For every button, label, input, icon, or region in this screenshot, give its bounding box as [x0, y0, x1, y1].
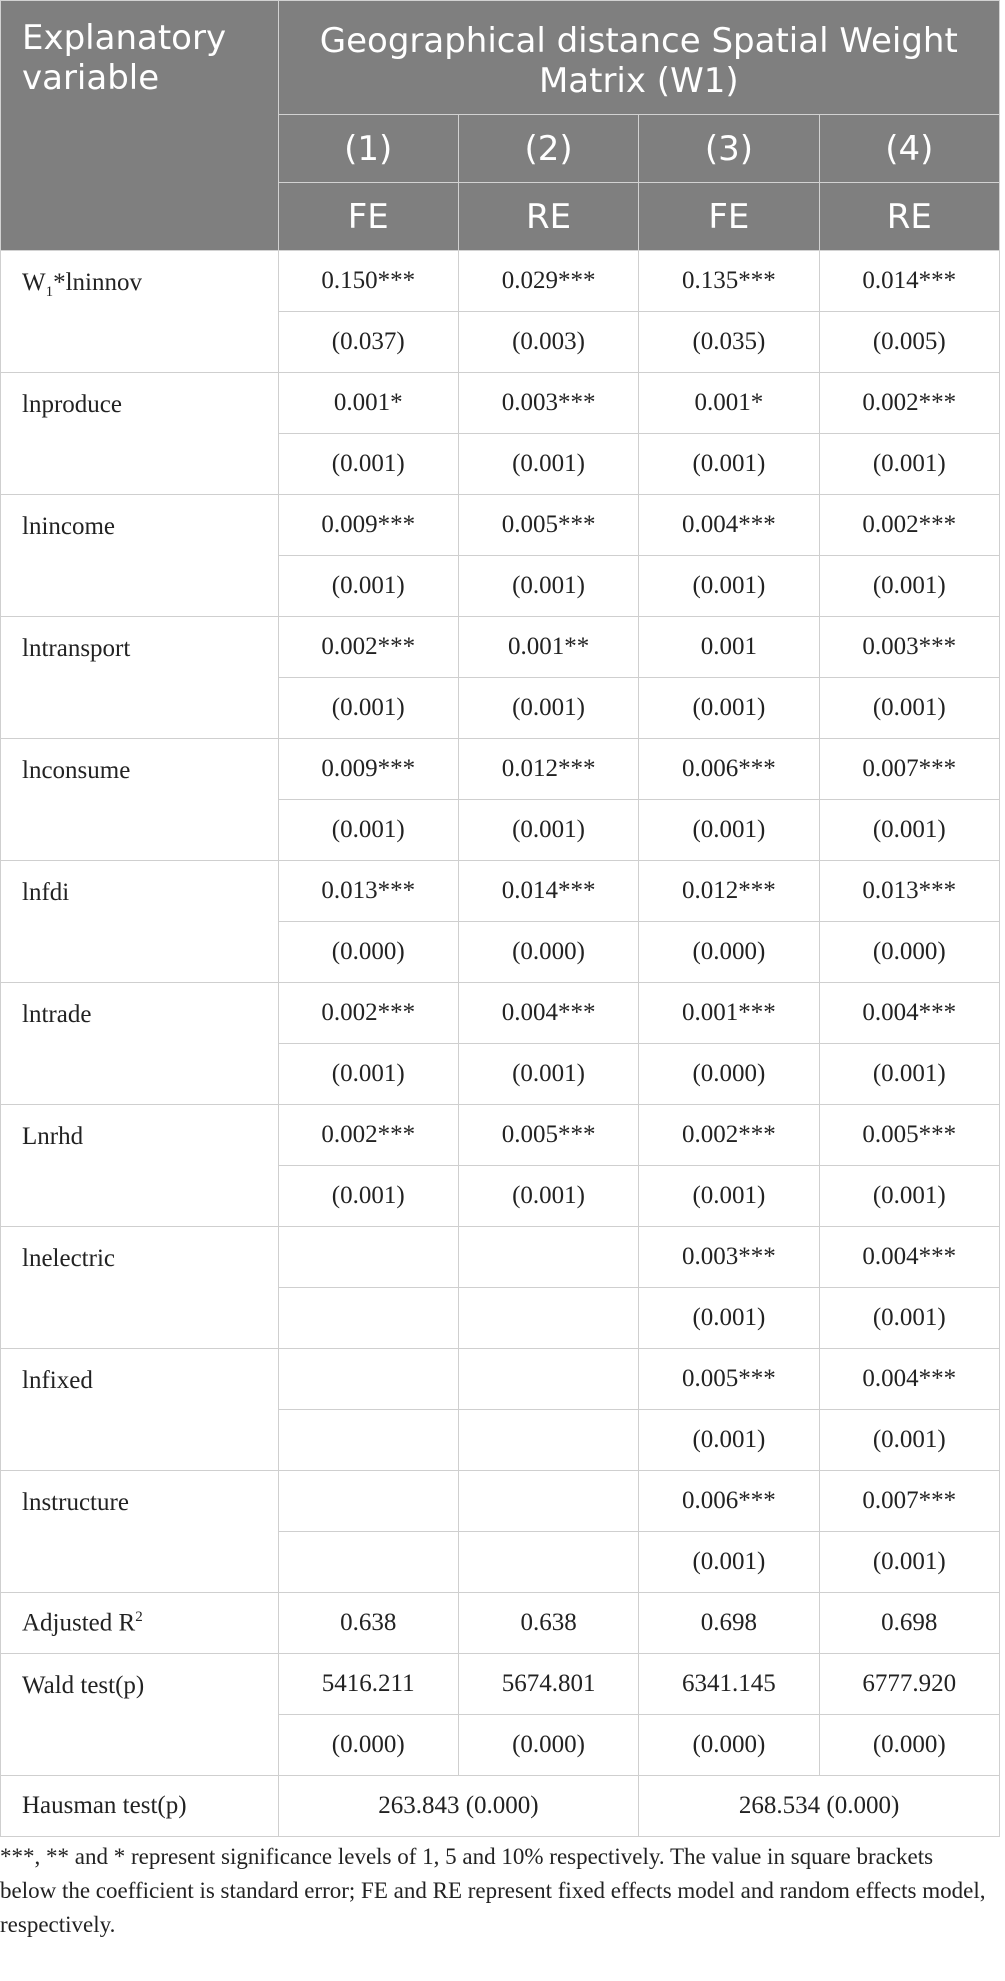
adjusted-r2-cell: 0.638 [458, 1593, 638, 1654]
coefficient-cell: 0.014*** [458, 861, 638, 922]
model-type-header: FE [639, 183, 819, 251]
coefficient-cell: 0.006*** [639, 739, 819, 800]
standard-error-cell [458, 1288, 638, 1349]
column-number-header: (4) [819, 115, 999, 183]
model-type-header: FE [278, 183, 458, 251]
table-row [1, 1471, 1000, 1532]
table-row [1, 1593, 1000, 1654]
standard-error-cell: (0.001) [458, 800, 638, 861]
coefficient-cell: 0.009*** [278, 739, 458, 800]
adjusted-r2-cell: 0.698 [819, 1593, 999, 1654]
row-label-adjusted-r2: Adjusted $R^2$ [1, 1593, 279, 1654]
coefficient-cell: 0.014*** [819, 251, 999, 312]
coefficient-cell: 0.002*** [278, 983, 458, 1044]
standard-error-cell: (0.003) [458, 312, 638, 373]
table-row [1, 1105, 1000, 1166]
row-label-w1-lninnov: $W_1*lninnov$ [1, 251, 279, 373]
row-label-wald-test: Wald test(p) [1, 1654, 279, 1776]
explanatory-variable-header: Explanatory variable [1, 1, 279, 251]
table-row [1, 495, 1000, 556]
standard-error-cell: (0.001) [819, 1410, 999, 1471]
model-type-header: RE [819, 183, 999, 251]
coefficient-cell: 0.004*** [819, 1227, 999, 1288]
coefficient-cell [458, 1227, 638, 1288]
standard-error-cell [458, 1532, 638, 1593]
table-row [1, 861, 1000, 922]
adjusted-r2-cell: 0.698 [639, 1593, 819, 1654]
wald-p-value-cell: (0.000) [639, 1715, 819, 1776]
standard-error-cell: (0.001) [639, 1288, 819, 1349]
standard-error-cell: (0.001) [278, 434, 458, 495]
coefficient-cell: 0.009*** [278, 495, 458, 556]
coefficient-cell [278, 1227, 458, 1288]
coefficient-cell: 0.005*** [458, 495, 638, 556]
standard-error-cell [278, 1288, 458, 1349]
coefficient-cell: 0.002*** [639, 1105, 819, 1166]
row-label: lnconsume [1, 739, 279, 861]
coefficient-cell: 0.006*** [639, 1471, 819, 1532]
standard-error-cell: (0.001) [819, 556, 999, 617]
coefficient-cell: 0.004*** [639, 495, 819, 556]
standard-error-cell: (0.001) [819, 434, 999, 495]
standard-error-cell: (0.000) [639, 922, 819, 983]
coefficient-cell [278, 1349, 458, 1410]
standard-error-cell: (0.001) [819, 1532, 999, 1593]
table-row [1, 373, 1000, 434]
coefficient-cell: 0.002*** [278, 1105, 458, 1166]
hausman-statistic-cell: 263.843 (0.000) [278, 1776, 639, 1837]
coefficient-cell: 0.001*** [639, 983, 819, 1044]
coefficient-cell: 0.003*** [639, 1227, 819, 1288]
coefficient-cell [278, 1471, 458, 1532]
coefficient-cell: 0.004*** [458, 983, 638, 1044]
standard-error-cell: (0.037) [278, 312, 458, 373]
standard-error-cell: (0.001) [639, 556, 819, 617]
standard-error-cell: (0.000) [278, 922, 458, 983]
standard-error-cell: (0.001) [639, 1166, 819, 1227]
standard-error-cell [278, 1532, 458, 1593]
coefficient-cell: 0.135*** [639, 251, 819, 312]
coefficient-cell: 0.003*** [819, 617, 999, 678]
coefficient-cell: 0.012*** [639, 861, 819, 922]
table-row [1, 251, 1000, 312]
standard-error-cell: (0.000) [819, 922, 999, 983]
model-type-header: RE [458, 183, 638, 251]
coefficient-cell: 0.001 [639, 617, 819, 678]
coefficient-cell: 0.001* [639, 373, 819, 434]
coefficient-cell: 0.001* [278, 373, 458, 434]
coefficient-cell: 0.150*** [278, 251, 458, 312]
row-label: lnfdi [1, 861, 279, 983]
standard-error-cell: (0.001) [819, 678, 999, 739]
standard-error-cell: (0.001) [458, 1166, 638, 1227]
table-footnote: ***, ** and * represent significance levels of 1, 5 and 10% respectively. The value in square brackets below the coefficient is standard error; FE and RE represent fixed effects model and random effects model, respectively. [0, 1844, 986, 1937]
row-label-hausman-test: Hausman test(p) [1, 1776, 279, 1837]
coefficient-cell: 0.005*** [458, 1105, 638, 1166]
row-label: lnincome [1, 495, 279, 617]
standard-error-cell: (0.001) [639, 434, 819, 495]
standard-error-cell: (0.001) [458, 1044, 638, 1105]
standard-error-cell: (0.000) [639, 1044, 819, 1105]
column-number-header: (2) [458, 115, 638, 183]
coefficient-cell: 0.013*** [278, 861, 458, 922]
standard-error-cell: (0.001) [819, 1044, 999, 1105]
wald-p-value-cell: (0.000) [819, 1715, 999, 1776]
table-row [1, 1776, 1000, 1837]
standard-error-cell: (0.001) [639, 800, 819, 861]
standard-error-cell: (0.035) [639, 312, 819, 373]
standard-error-cell: (0.001) [458, 434, 638, 495]
row-label: lnfixed [1, 1349, 279, 1471]
row-label: lntrade [1, 983, 279, 1105]
row-label: lnstructure [1, 1471, 279, 1593]
standard-error-cell: (0.001) [278, 1166, 458, 1227]
row-label: lntransport [1, 617, 279, 739]
coefficient-cell: 0.001** [458, 617, 638, 678]
coefficient-cell: 0.003*** [458, 373, 638, 434]
standard-error-cell: (0.001) [458, 556, 638, 617]
coefficient-cell: 0.029*** [458, 251, 638, 312]
standard-error-cell: (0.001) [819, 1288, 999, 1349]
wald-statistic-cell: 6777.920 [819, 1654, 999, 1715]
coefficient-cell: 0.013*** [819, 861, 999, 922]
table-row [1, 1227, 1000, 1288]
standard-error-cell: (0.001) [278, 556, 458, 617]
standard-error-cell: (0.001) [819, 800, 999, 861]
coefficient-cell [458, 1349, 638, 1410]
coefficient-cell: 0.007*** [819, 1471, 999, 1532]
table-row [1, 1349, 1000, 1410]
coefficient-cell: 0.004*** [819, 983, 999, 1044]
standard-error-cell: (0.000) [458, 922, 638, 983]
coefficient-cell: 0.012*** [458, 739, 638, 800]
adjusted-r2-cell: 0.638 [278, 1593, 458, 1654]
standard-error-cell: (0.001) [639, 1410, 819, 1471]
standard-error-cell: (0.005) [819, 312, 999, 373]
wald-p-value-cell: (0.000) [278, 1715, 458, 1776]
column-number-header: (1) [278, 115, 458, 183]
coefficient-cell [458, 1471, 638, 1532]
coefficient-cell: 0.004*** [819, 1349, 999, 1410]
coefficient-cell: 0.002*** [819, 495, 999, 556]
coefficient-cell: 0.005*** [639, 1349, 819, 1410]
standard-error-cell: (0.001) [639, 1532, 819, 1593]
coefficient-cell: 0.007*** [819, 739, 999, 800]
row-label: lnproduce [1, 373, 279, 495]
row-label: Lnrhd [1, 1105, 279, 1227]
hausman-statistic-cell: 268.534 (0.000) [639, 1776, 1000, 1837]
standard-error-cell: (0.001) [819, 1166, 999, 1227]
coefficient-cell: 0.002*** [819, 373, 999, 434]
wald-statistic-cell: 5674.801 [458, 1654, 638, 1715]
coefficient-cell: 0.002*** [278, 617, 458, 678]
spatial-weight-matrix-header: Geographical distance Spatial Weight Matrix (W1) [278, 1, 999, 115]
standard-error-cell [278, 1410, 458, 1471]
standard-error-cell: (0.001) [278, 1044, 458, 1105]
wald-p-value-cell: (0.000) [458, 1715, 638, 1776]
standard-error-cell: (0.001) [278, 678, 458, 739]
column-number-header: (3) [639, 115, 819, 183]
standard-error-cell: (0.001) [278, 800, 458, 861]
table-row [1, 739, 1000, 800]
row-label: lnelectric [1, 1227, 279, 1349]
standard-error-cell: (0.001) [458, 678, 638, 739]
table-row [1, 1654, 1000, 1715]
wald-statistic-cell: 5416.211 [278, 1654, 458, 1715]
wald-statistic-cell: 6341.145 [639, 1654, 819, 1715]
table-row [1, 983, 1000, 1044]
standard-error-cell: (0.001) [639, 678, 819, 739]
coefficient-cell: 0.005*** [819, 1105, 999, 1166]
table-row [1, 617, 1000, 678]
standard-error-cell [458, 1410, 638, 1471]
